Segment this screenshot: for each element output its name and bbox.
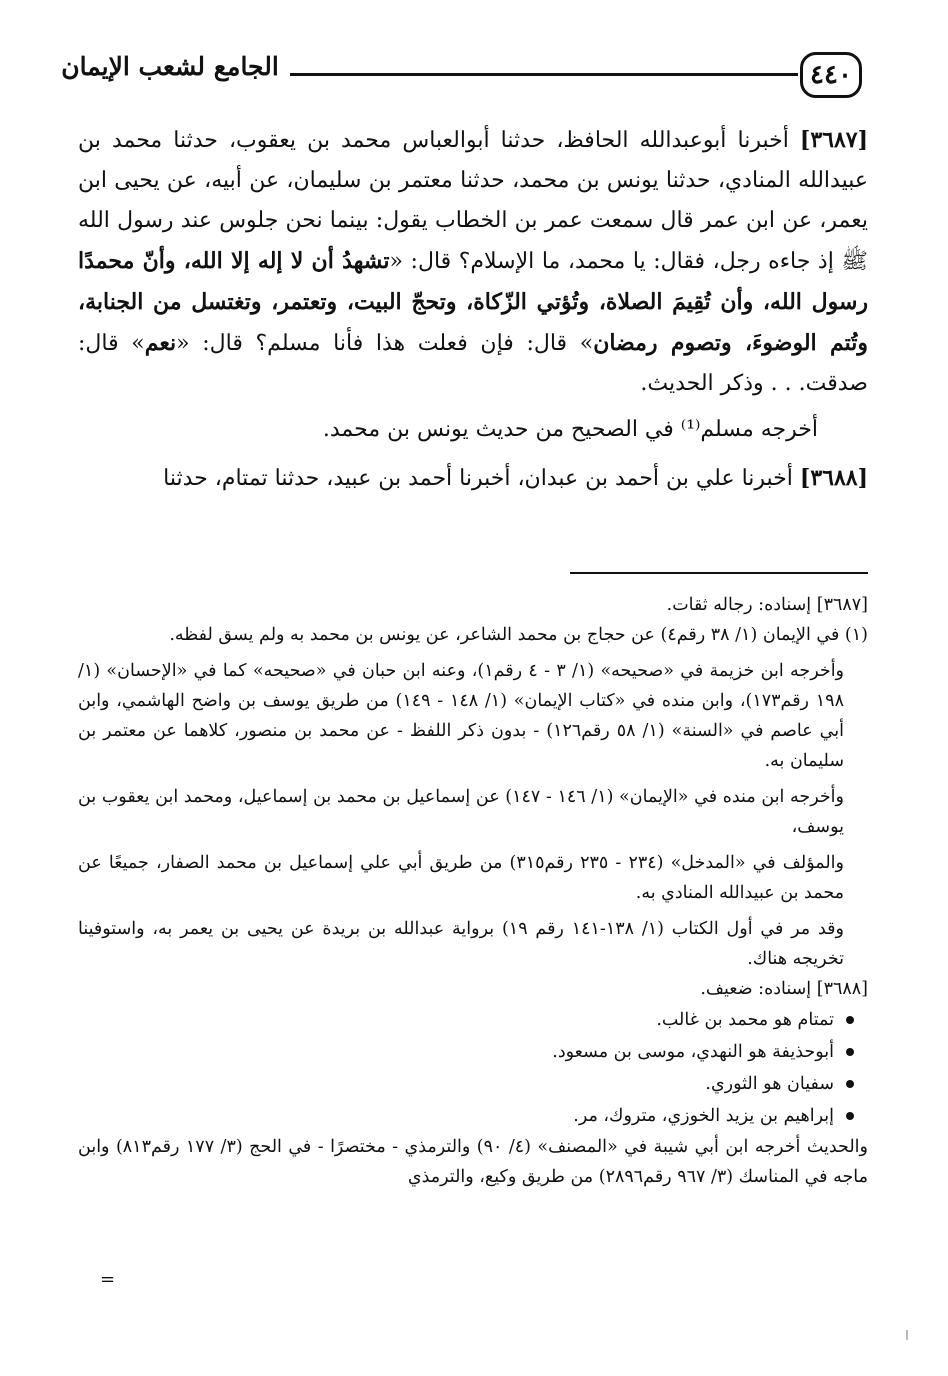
page-number: ٤٤٠	[800, 52, 862, 98]
footnote-1-para-5: وقد مر في أول الكتاب (١/ ١٣٨-١٤١ رقم ١٩) برواية عبدالله بن بريدة عن يحيى بن يعمر به، واستوفينا تخريجه هناك.	[78, 919, 844, 969]
bullet-icon	[846, 1048, 854, 1056]
footnote-separator	[570, 572, 868, 574]
bullet-icon	[846, 1080, 854, 1088]
continuation-mark: =	[100, 1269, 116, 1290]
hadith-3688	[78, 458, 868, 499]
header-rule	[290, 73, 798, 76]
hadith-isnad: أخبرنا علي بن أحمد بن عبدان، أخبرنا أحمد بن عبيد، حدثنا تمتام، حدثنا	[163, 466, 800, 491]
hadith-number: [٣٦٨٨]	[799, 465, 868, 491]
main-text	[78, 120, 868, 499]
note-3688: [٣٦٨٨] إسناده: ضعيف.	[700, 979, 868, 999]
takhrij-line: أخرجه مسلم⁽¹⁾ في الصحيح من حديث يونس بن محمد.	[322, 417, 818, 442]
list-item: تمتام هو محمد بن غالب.	[78, 1004, 868, 1036]
footnotes	[78, 590, 868, 1192]
bullet-icon	[846, 1112, 854, 1120]
scan-edge-mark	[906, 1330, 908, 1340]
footnote-1-para-3: وأخرجه ابن منده في «الإيمان» (١/ ١٤٦ - ١٤٧) عن إسماعيل بن محمد بن إسماعيل، ومحمد ابن يعقوب بن يوسف،	[78, 787, 844, 837]
list-item: أبوحذيفة هو النهدي، موسى بن مسعود.	[78, 1036, 868, 1068]
hadith-3687	[78, 120, 868, 404]
hadith-text: » قال: فإن فعلت هذا فأنا مسلم؟ قال: «	[176, 331, 594, 356]
page-header	[0, 0, 948, 110]
bullet-icon	[846, 1016, 854, 1024]
footnote-1: (١) في الإيمان (١/ ٣٨ رقم٤) عن حجاج بن محمد الشاعر، عن يونس بن محمد به ولم يسق لفظه.	[169, 625, 868, 645]
footnote-1-para-2: وأخرجه ابن خزيمة في «صحيحه» (١/ ٣ - ٤ رقم١)، وعنه ابن حبان في «صحيحه» كما في «الإحسان» (١/ ١٩٨ رقم١٧٣)، وابن منده في «كتاب الإيمان» (١/ ١٤٨ - ١٤٩) من طريق يوسف بن واضح الهاشمي، وابن أبي عاصم في «السنة» (١/ ٥٨ رقم١٢٦) - بدون ذكر اللفظ - عن محمد بن منصور، كلاهما عن معتمر بن سليمان به.	[78, 661, 845, 771]
footnote-1-para-4: والمؤلف في «المدخل» (٢٣٤ - ٢٣٥ رقم٣١٥) من طريق أبي علي إسماعيل بن محمد الصفار، جميعًا عن محمد بن عبيدالله المنادي به.	[78, 853, 844, 903]
list-item: سفيان هو الثوري.	[78, 1068, 868, 1100]
final-note: والحديث أخرجه ابن أبي شيبة في «المصنف» (٤/ ٩٠) والترمذي - مختصرًا - في الحج (٣/ ١٧٧ رقم٨١٣) وابن ماجه في المناسك (٣/ ٩٦٧ رقم٢٨٩٦) من طريق وكيع، والترمذي	[78, 1137, 868, 1187]
list-item: إبراهيم بن يزيد الخوزي، متروك، مر.	[78, 1100, 868, 1132]
hadith-text-end: » قال: صدقت. . . وذكر الحديث.	[78, 331, 868, 396]
hadith-number: [٣٦٨٧]	[799, 127, 868, 153]
note-3687: [٣٦٨٧] إسناده: رجاله ثقات.	[666, 595, 868, 615]
hadith-matn-2: نعم	[144, 330, 177, 356]
book-title: الجامع لشعب الإيمان	[61, 52, 279, 81]
hadith-isnad: أخبرنا أبوعبدالله الحافظ، حدثنا أبوالعباس محمد بن يعقوب، حدثنا محمد بن عبيدالله المنادي، حدثنا يونس بن محمد، حدثنا معتمر بن سليمان، عن أبيه، عن يحيى ابن يعمر، عن ابن عمر قال سمعت عمر بن الخطاب يقول: بينما نحن جلوس عند رسول الله ﷺ إذ جاءه رجل، فقال: يا محمد، ما الإسلام؟ قال: «	[78, 128, 868, 274]
hadith-matn: تشهدُ أن لا إله إلا الله، وأنّ محمدًا رسول الله، وأن تُقِيمَ الصلاة، وتُؤتي الزّكاة، وتحجّ البيت، وتعتمر، وتغتسل من الجنابة، وتُتم الوضوءَ، وتصوم رمضان	[78, 248, 868, 356]
